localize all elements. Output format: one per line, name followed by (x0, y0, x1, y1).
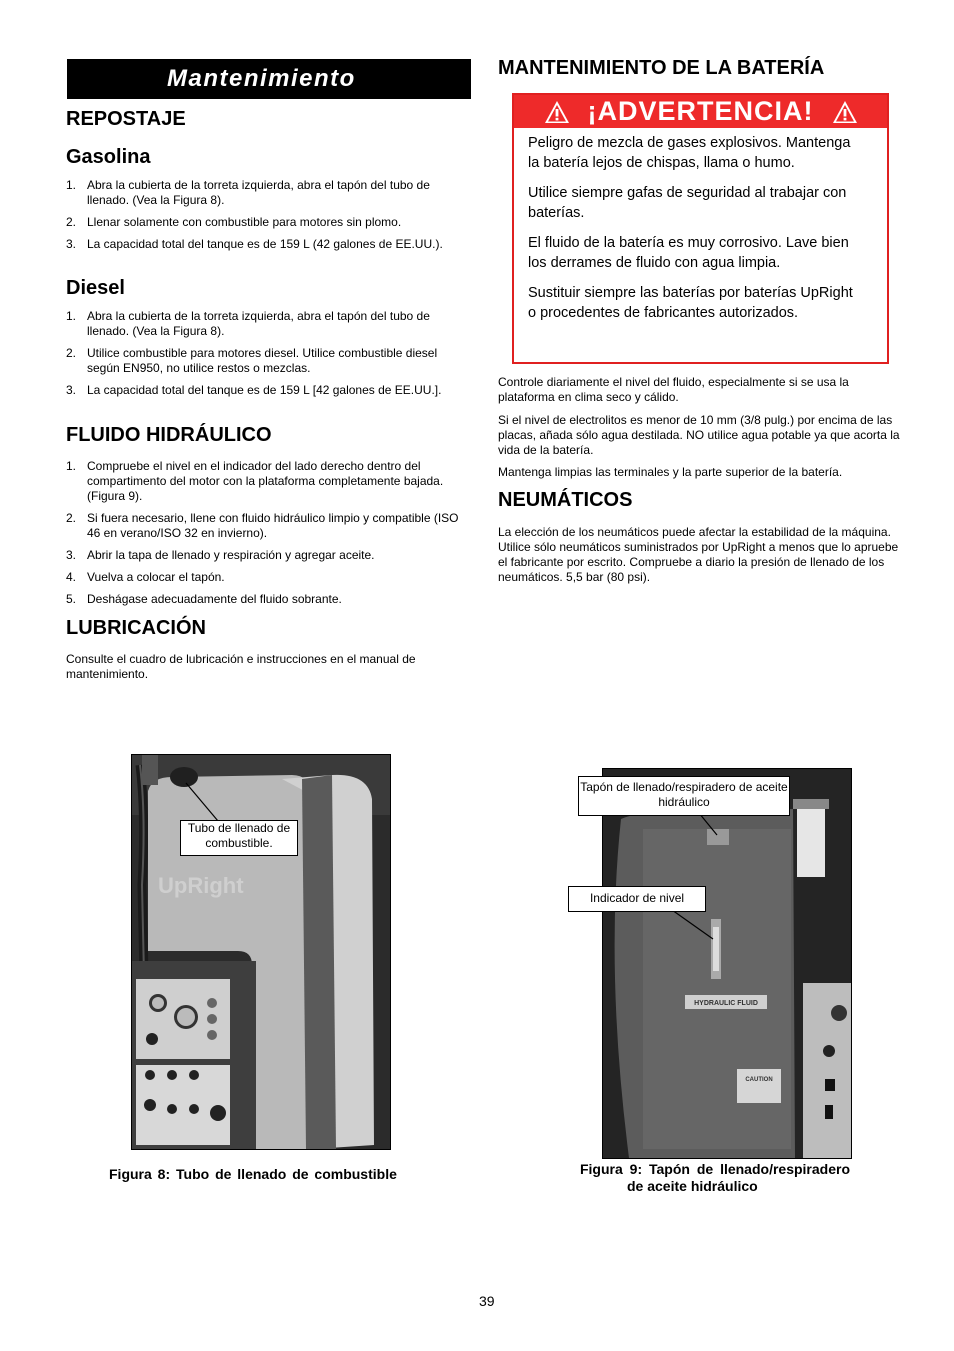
warning-paragraph: Utilice siempre gafas de seguridad al trabajar con baterías. (528, 185, 847, 221)
warning-paragraph: Peligro de mezcla de gases explosivos. Mantenga la batería lejos de chispas, llama o humo. (528, 135, 851, 171)
heading-gasolina: Gasolina (66, 146, 151, 168)
list-item: 2. Si fuera necesario, llene con fluido hidráulico limpio y compatible (ISO 46 en verano/ISO 32 en invierno). (66, 511, 459, 540)
list-item: 5. Deshágase adecuadamente del fluido sobrante. (66, 592, 342, 606)
section-title: Mantenimiento (167, 65, 356, 92)
figure-8-caption: Figura 8: Tubo de llenado de combustible (109, 1166, 397, 1182)
figure-9-caption (553, 1161, 850, 1195)
list-item: 3. La capacidad total del tanque es de 159 L (42 galones de EE.UU.). (66, 237, 443, 251)
fuel-tank-photo (132, 755, 390, 1149)
warning-paragraph: El fluido de la batería es muy corrosivo. Lave bien los derrames de fluido con agua limpia. (528, 235, 849, 271)
callout-fuel-fill-tube: Tubo de llenado de combustible. (180, 820, 298, 856)
list-item: 1. Abra la cubierta de la torreta izquierda, abra el tapón del tubo de llenado. (Vea la Figura 8). (66, 309, 430, 338)
bateria-paragraph: Mantenga limpias las terminales y la parte superior de la batería. (498, 465, 843, 479)
list-item: 2. Llenar solamente con combustible para motores sin plomo. (66, 215, 402, 229)
list-item: 1. Compruebe el nivel en el indicador del lado derecho dentro del compartimento del motor con la plataforma completamente bajada. (Figura 9). (66, 459, 444, 503)
warning-triangle-icon (544, 100, 570, 124)
gasolina-steps (66, 178, 472, 259)
warning-title: ¡ADVERTENCIA! (587, 96, 814, 126)
list-item: 4. Vuelva a colocar el tapón. (66, 570, 225, 584)
list-item: 1. Abra la cubierta de la torreta izquierda, abra el tapón del tubo de llenado. (Vea la Figura 8). (66, 178, 430, 207)
fluido-steps (66, 459, 472, 614)
warning-header (514, 95, 887, 128)
warning-paragraph: Sustituir siempre las baterías por baterías UpRight o procedentes de fabricantes autorizados. (528, 285, 853, 321)
list-item: 3. La capacidad total del tanque es de 159 L [42 galones de EE.UU.]. (66, 383, 442, 397)
caution-plate-label: CAUTION (745, 1077, 773, 1083)
callout-level-indicator: Indicador de nivel (568, 886, 706, 912)
warning-triangle-icon (832, 100, 858, 124)
tank-logo: UpRight (158, 873, 244, 898)
warning-body (528, 134, 858, 334)
heading-repostaje: REPOSTAJE (66, 108, 186, 130)
warning-box (512, 93, 889, 364)
neumaticos-text: La elección de los neumáticos puede afectar la estabilidad de la máquina. Utilice sólo neumáticos suministrados por UpRight a menos que lo apruebe el fabricante por escrito. Compruebe a diario la presión de llenado de los neumáticos. 5,5 bar (80 psi). (498, 525, 899, 584)
section-banner (67, 59, 471, 99)
figure-9-caption-line: Figura 9: Tapón de llenado/respiradero (579, 1161, 850, 1177)
heading-neumaticos: NEUMÁTICOS (498, 489, 633, 511)
hydraulic-tank-photo (603, 769, 851, 1158)
heading-lubricacion: LUBRICACIÓN (66, 617, 206, 639)
callout-hydraulic-fill-cap: Tapón de llenado/respiradero de aceite hidráulico (578, 776, 790, 816)
heading-bateria: MANTENIMIENTO DE LA BATERÍA (498, 57, 825, 79)
page-number: 39 (479, 1293, 495, 1309)
hydraulic-plate-label: HYDRAULIC FLUID (694, 1000, 758, 1007)
bateria-paragraph: Controle diariamente el nivel del fluido, especialmente si se usa la plataforma en clima seco y cálido. (498, 375, 849, 404)
list-item: 2. Utilice combustible para motores diesel. Utilice combustible diesel según EN950, no utilice restos o mezclas. (66, 346, 438, 375)
heading-fluido-hidraulico: FLUIDO HIDRÁULICO (66, 424, 272, 446)
diesel-steps (66, 309, 472, 405)
lubricacion-text: Consulte el cuadro de lubricación e instrucciones en el manual de mantenimiento. (66, 652, 416, 681)
figure-9-caption-line: de aceite hidráulico (627, 1178, 758, 1194)
figure-8-photo (131, 754, 391, 1150)
bateria-paragraph: Si el nivel de electrolitos es menor de 10 mm (3/8 pulg.) por encima de las placas, añada sólo agua destilada. NO utilice agua potable ya que acorta la vida de la batería. (498, 413, 900, 457)
heading-diesel: Diesel (66, 277, 125, 299)
figure-9-photo (602, 768, 852, 1159)
list-item: 3. Abrir la tapa de llenado y respiración y agregar aceite. (66, 548, 375, 562)
